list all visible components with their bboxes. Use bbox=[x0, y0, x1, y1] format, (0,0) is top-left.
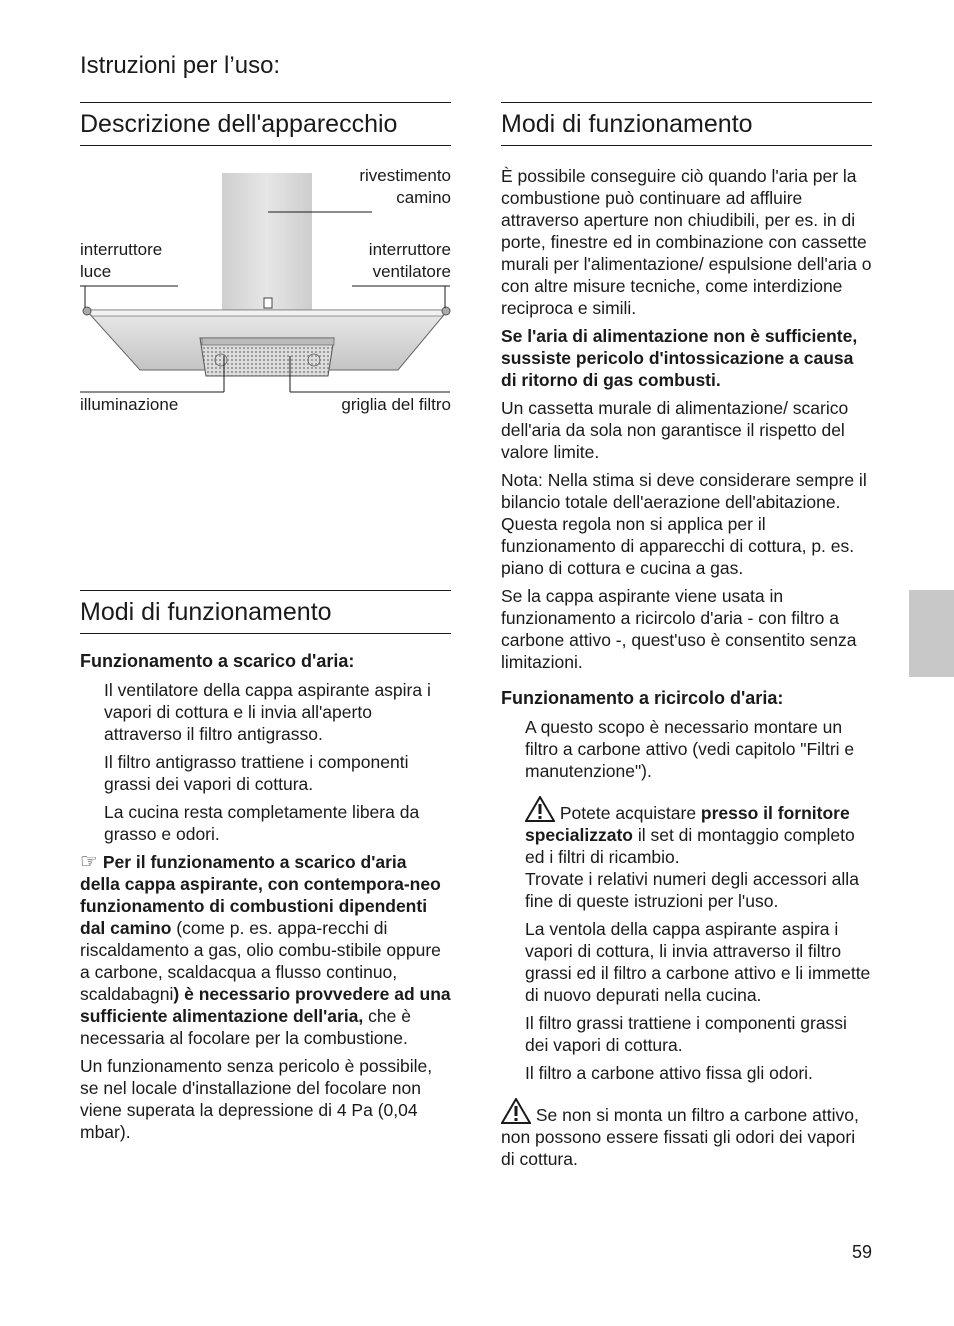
recirculation-subheading: Funzionamento a ricircolo d'aria: bbox=[501, 688, 784, 708]
air-supply-paragraph: È possibile conseguire ciò quando l'aria per la combustione può continuare ad affluire attraverso aperture non chiudibili, per es. in di porte, finestre ed in combinazione con cassette murali per l'alimentazione/ espulsione dell'aria o con altre misure tecniche, come interdizione reciproca e simili. bbox=[501, 166, 872, 318]
pointing-hand-icon: ☞ bbox=[80, 851, 98, 873]
accessory-warning-bold: presso il fornitore specializzato bbox=[525, 803, 850, 845]
safe-operation-paragraph: Un funzionamento senza pericolo è possibile, se nel locale d'installazione del focolare non viene superata la depressione di 4 Pa (0,04 mbar). bbox=[80, 1056, 433, 1142]
description-heading: Descrizione dell'apparecchio bbox=[80, 102, 451, 146]
combustion-note-text-2: che è necessaria al focolare per la combustione. bbox=[80, 1006, 411, 1048]
combustion-note bbox=[80, 851, 451, 1049]
intoxication-warning: Se l'aria di alimentazione non è sufficiente, sussiste pericolo d'intossicazione a causa di ritorno di gas combusti. bbox=[501, 326, 858, 390]
chimney-label-line1: rivestimento bbox=[359, 166, 451, 185]
filter-grid-label: griglia del filtro bbox=[341, 395, 451, 414]
recirculation-paragraph-3: Il filtro grassi trattiene i componenti grassi dei vapori di cottura. bbox=[525, 1013, 847, 1055]
combustion-note-bold-1: Per il funzionamento a scarico d'aria della cappa aspirante, con contempora-neo funzionamento di combustioni dipendenti dal camino bbox=[80, 852, 441, 938]
warning-triangle-icon bbox=[501, 1098, 531, 1124]
chapter-tab-marker bbox=[909, 590, 954, 677]
accessory-warning-text-1: Potete acquistare bbox=[555, 803, 701, 823]
recirculation-intro-paragraph: Se la cappa aspirante viene usata in funzionamento a ricircolo d'aria - con filtro a carbone attivo -, quest'uso è consentito senza limitazioni. bbox=[501, 586, 857, 672]
chimney-label-line2: camino bbox=[396, 188, 451, 207]
combustion-note-bold-2: ) è necessario provvedere ad una sufficiente alimentazione dell'aria, bbox=[80, 984, 451, 1026]
carbon-filter-warning-text: Se non si monta un filtro a carbone attivo, non possono essere fissati gli odori dei vapori di cottura. bbox=[501, 1105, 859, 1169]
note-paragraph: Nota: Nella stima si deve considerare sempre il bilancio totale dell'aerazione dell'abitazione. Questa regola non si applica per il funzionamento di apparecchi di cottura, p. es. piano di cottura e cucina a gas. bbox=[501, 470, 867, 578]
right-column-body bbox=[501, 165, 873, 1176]
page-number: 59 bbox=[851, 1242, 872, 1262]
light-switch-label bbox=[80, 239, 162, 283]
modes-heading-right: Modi di funzionamento bbox=[501, 102, 872, 146]
fan-switch-label-line2: ventilatore bbox=[372, 262, 451, 281]
combustion-note-text-1: (come p. es. appa-recchi di riscaldamento a gas, olio combu-stibile oppure a carbone, scaldacqua a flusso continuo, scaldabagni bbox=[80, 918, 441, 1004]
accessory-warning-text-3: Trovate i relativi numeri degli accessori alla fine di queste istruzioni per l'uso. bbox=[525, 869, 859, 911]
accessory-warning-text-2: il set di montaggio completo ed i filtri di ricambio. bbox=[525, 825, 855, 867]
fan-switch-label bbox=[369, 239, 451, 283]
exhaust-paragraph-3: La cucina resta completamente libera da grasso e odori. bbox=[104, 802, 420, 844]
modes-heading-left: Modi di funzionamento bbox=[80, 590, 451, 634]
exhaust-subheading: Funzionamento a scarico d'aria: bbox=[80, 651, 355, 671]
recirculation-paragraph-4: Il filtro a carbone attivo fissa gli odori. bbox=[525, 1063, 813, 1083]
lighting-label: illuminazione bbox=[80, 395, 179, 414]
chimney-label bbox=[359, 165, 451, 209]
accessory-warning bbox=[525, 796, 873, 912]
recirculation-paragraph-1: A questo scopo è necessario montare un filtro a carbone attivo (vedi capitolo "Filtri e manutenzione"). bbox=[525, 717, 855, 781]
carbon-filter-warning bbox=[501, 1098, 873, 1170]
wall-box-paragraph: Un cassetta murale di alimentazione/ scarico dell'aria da sola non garantisce il rispetto del valore limite. bbox=[501, 398, 849, 462]
recirculation-paragraph-2: La ventola della cappa aspirante aspira i vapori di cottura, li invia attraverso il filtro grassi ed il filtro a carbone attivo e li immette di nuovo depurati nella cucina. bbox=[525, 919, 871, 1005]
warning-triangle-icon bbox=[525, 796, 555, 822]
light-switch-label-line2: luce bbox=[80, 262, 112, 281]
exhaust-paragraph-1: Il ventilatore della cappa aspirante aspira i vapori di cottura e li invia all'aperto attraverso il filtro antigrasso. bbox=[104, 680, 431, 744]
light-switch-label-line1: interruttore bbox=[80, 240, 163, 259]
fan-switch-label-line1: interruttore bbox=[368, 240, 451, 259]
page-title: Istruzioni per l’uso: bbox=[80, 52, 281, 79]
exhaust-paragraph-2: Il filtro antigrasso trattiene i componenti grassi dei vapori di cottura. bbox=[104, 752, 409, 794]
left-column-body bbox=[80, 650, 451, 1149]
